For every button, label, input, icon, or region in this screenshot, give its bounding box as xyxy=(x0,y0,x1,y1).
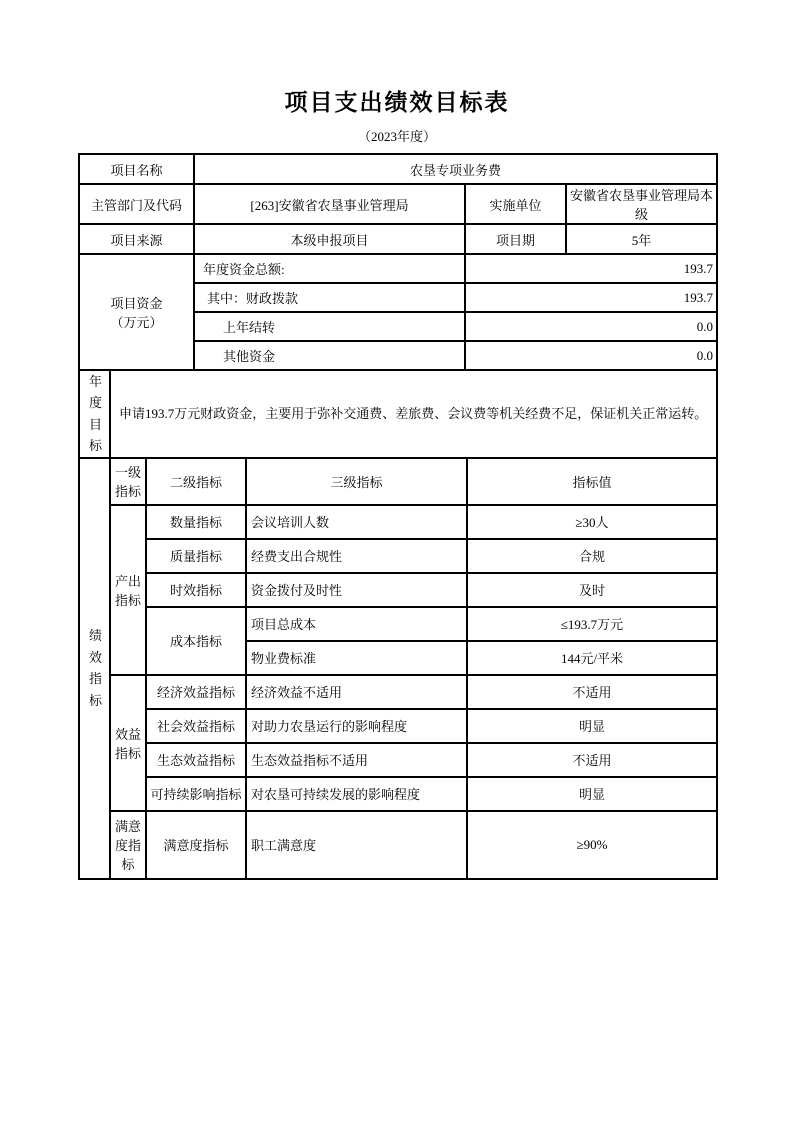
annual-goal-text: 申请193.7万元财政资金，主要用于弥补交通费、差旅费、会议费等机关经费不足，保证机关正常运转。 xyxy=(110,370,717,458)
indicator-level3: 生态效益指标不适用 xyxy=(246,743,467,777)
indicator-level3: 经济效益不适用 xyxy=(246,675,467,709)
impl-unit-label: 实施单位 xyxy=(465,184,566,224)
indicator-value: 不适用 xyxy=(467,743,717,777)
indicator-header-value: 指标值 xyxy=(467,458,717,505)
funds-fiscal-label: 其中：财政拨款 xyxy=(194,283,465,312)
table-row xyxy=(79,777,717,811)
table-row xyxy=(79,573,717,607)
indicator-value: 144元/平米 xyxy=(467,641,717,675)
project-period-value: 5年 xyxy=(566,224,717,254)
indicator-level2: 满意度指标 xyxy=(146,811,246,879)
dept-code-label: 主管部门及代码 xyxy=(79,184,194,224)
indicator-level2: 生态效益指标 xyxy=(146,743,246,777)
indicator-level3: 项目总成本 xyxy=(246,607,467,641)
indicators-table xyxy=(78,457,718,880)
page-subtitle: （2023年度） xyxy=(357,129,436,144)
table-row xyxy=(79,811,717,879)
indicator-value: 明显 xyxy=(467,777,717,811)
indicator-group-satisfaction: 满意度指标 xyxy=(110,811,146,879)
funds-total-value: 193.7 xyxy=(465,254,717,283)
funds-carryover-label: 上年结转 xyxy=(194,312,465,341)
indicator-level2: 质量指标 xyxy=(146,539,246,573)
project-name-label: 项目名称 xyxy=(79,154,194,184)
indicator-header-level2: 二级指标 xyxy=(146,458,246,505)
annual-goal-table xyxy=(78,369,718,459)
table-row xyxy=(79,154,717,184)
indicator-value: ≥30人 xyxy=(467,505,717,539)
indicator-level2: 成本指标 xyxy=(146,607,246,675)
funds-label-line1: 项目资金 xyxy=(110,296,163,311)
project-source-label: 项目来源 xyxy=(79,224,194,254)
project-period-label: 项目期 xyxy=(465,224,566,254)
project-name-value: 农垦专项业务费 xyxy=(194,154,717,184)
table-row xyxy=(79,370,717,458)
funds-other-value: 0.0 xyxy=(465,341,717,370)
table-row xyxy=(79,675,717,709)
indicator-level3: 对助力农垦运行的影响程度 xyxy=(246,709,467,743)
indicator-level2: 经济效益指标 xyxy=(146,675,246,709)
funds-label xyxy=(79,254,194,370)
indicator-level3: 会议培训人数 xyxy=(246,505,467,539)
indicator-level3: 职工满意度 xyxy=(246,811,467,879)
impl-unit-value: 安徽省农垦事业管理局本级 xyxy=(566,184,717,224)
indicator-level2: 可持续影响指标 xyxy=(146,777,246,811)
indicator-level2: 社会效益指标 xyxy=(146,709,246,743)
table-row xyxy=(79,505,717,539)
indicator-value: 及时 xyxy=(467,573,717,607)
indicator-value: 明显 xyxy=(467,709,717,743)
indicator-header-level1: 一级指标 xyxy=(110,458,146,505)
funds-total-label: 年度资金总额: xyxy=(194,254,465,283)
dept-code-value: [263]安徽省农垦事业管理局 xyxy=(194,184,465,224)
funds-other-label: 其他资金 xyxy=(194,341,465,370)
indicator-value: 不适用 xyxy=(467,675,717,709)
indicator-header-level3: 三级指标 xyxy=(246,458,467,505)
project-info-table xyxy=(78,153,718,371)
indicator-level3: 资金拨付及时性 xyxy=(246,573,467,607)
table-row xyxy=(79,607,717,641)
page-title: 项目支出绩效目标表 xyxy=(284,89,510,115)
funds-carryover-value: 0.0 xyxy=(465,312,717,341)
table-row xyxy=(79,709,717,743)
indicator-group-output: 产出指标 xyxy=(110,505,146,675)
funds-fiscal-value: 193.7 xyxy=(465,283,717,312)
indicator-level2: 数量指标 xyxy=(146,505,246,539)
tables-container xyxy=(78,153,716,880)
table-row xyxy=(79,254,717,283)
indicators-side-label: 绩效指标 xyxy=(79,458,110,879)
indicator-level3: 经费支出合规性 xyxy=(246,539,467,573)
table-row xyxy=(79,743,717,777)
indicator-group-benefit: 效益指标 xyxy=(110,675,146,811)
funds-label-line2: （万元） xyxy=(110,315,163,330)
annual-goal-label: 年度目标 xyxy=(79,370,110,458)
indicators-header-row xyxy=(79,458,717,505)
indicator-value: ≥90% xyxy=(467,811,717,879)
indicator-value: ≤193.7万元 xyxy=(467,607,717,641)
table-row xyxy=(79,184,717,224)
indicator-level2: 时效指标 xyxy=(146,573,246,607)
indicator-level3: 对农垦可持续发展的影响程度 xyxy=(246,777,467,811)
indicator-level3: 物业费标准 xyxy=(246,641,467,675)
table-row xyxy=(79,224,717,254)
indicator-value: 合规 xyxy=(467,539,717,573)
table-row xyxy=(79,539,717,573)
project-source-value: 本级申报项目 xyxy=(194,224,465,254)
